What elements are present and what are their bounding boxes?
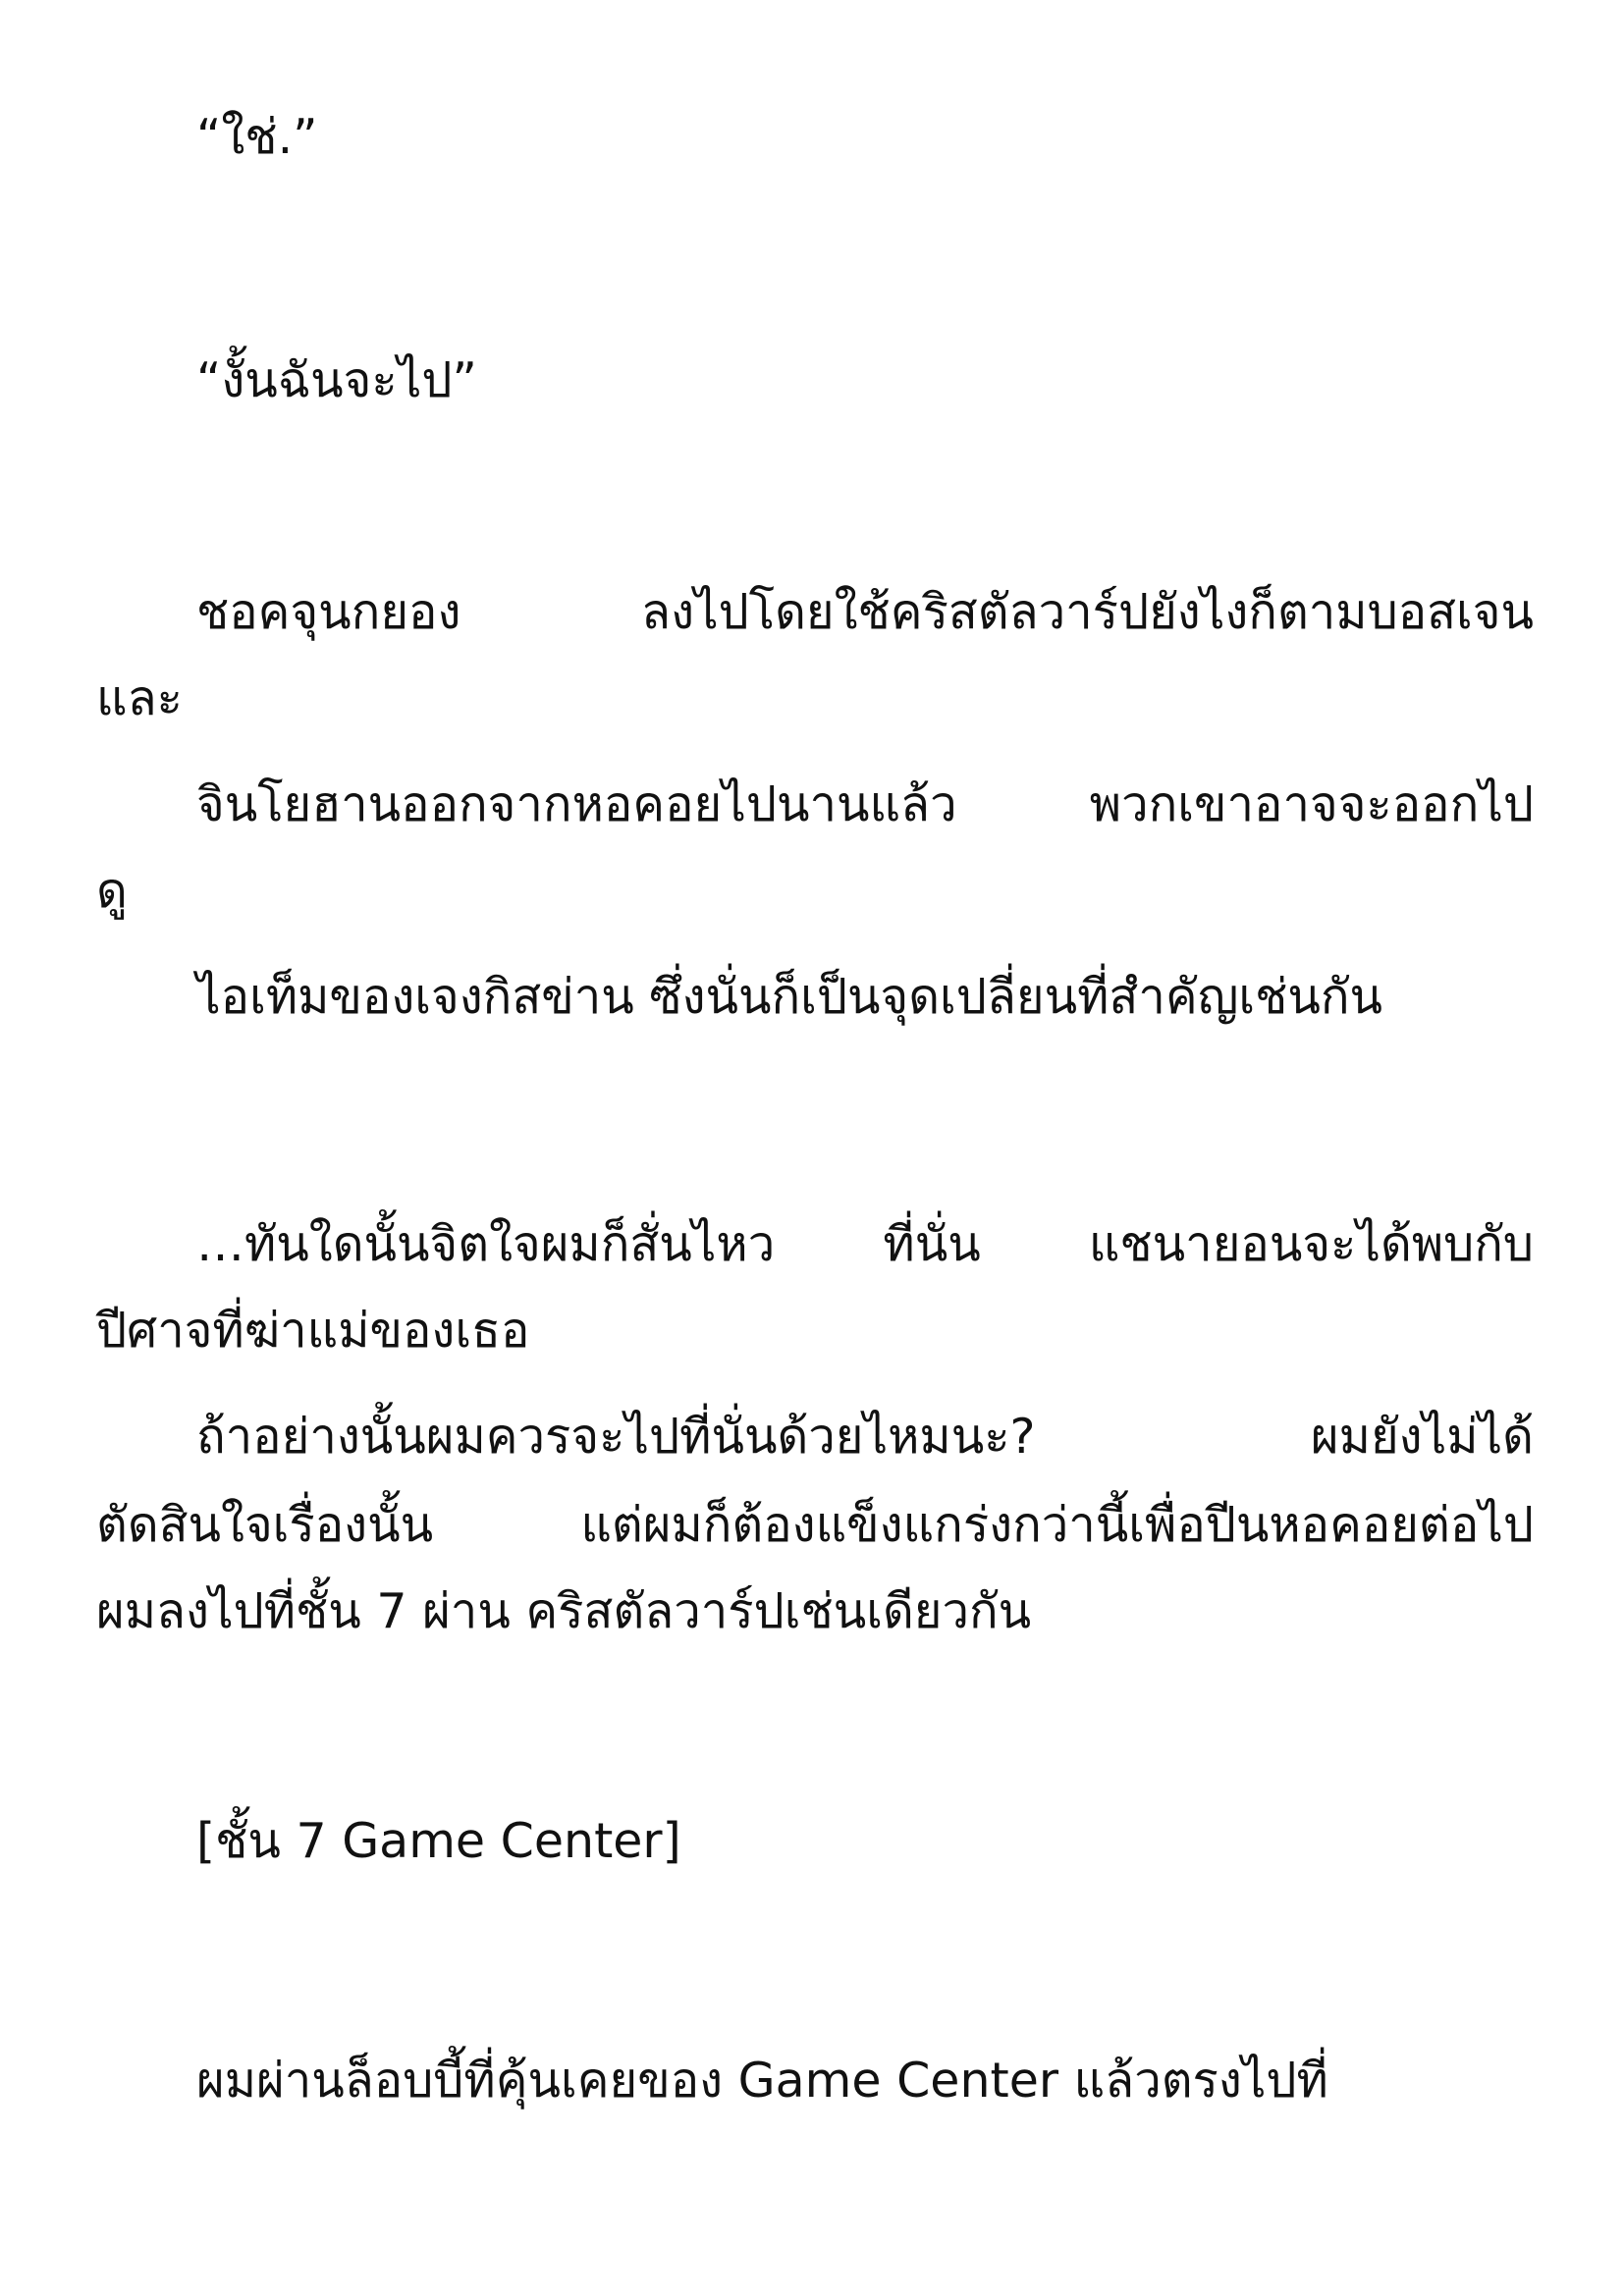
paragraph-line: …ทันใดนั้นจิตใจผมก็สั่นไหว ที่นั่น แชนายอนจะได้พบกับ bbox=[196, 1216, 1534, 1272]
paragraph-line: จินโยฮานออกจากหอคอยไปนานแล้ว พวกเขาอาจจะออกไป bbox=[196, 776, 1534, 832]
dialogue-line: “งั้นฉันจะไป” bbox=[196, 352, 477, 408]
paragraph-line: ผมผ่านล็อบบี้ที่คุ้นเคยของ Game Center แล้วตรงไปที่ bbox=[196, 2053, 1328, 2109]
paragraph-line: ดู bbox=[96, 863, 128, 919]
paragraph-line: ชอคจุนกยอง ลงไปโดยใช้คริสตัลวาร์ปยังไงก็ตามบอสเจน bbox=[196, 584, 1534, 640]
paragraph-line: ปีศาจที่ฆ่าแม่ของเธอ bbox=[96, 1303, 530, 1359]
paragraph-line: และ bbox=[96, 670, 183, 726]
paragraph-line: ผมลงไปที่ชั้น 7 ผ่าน คริสตัลวาร์ปเช่นเดียวกัน bbox=[96, 1583, 1032, 1639]
paragraph-line: ถ้าอย่างนั้นผมควรจะไปที่นั่นด้วยไหมนะ? ผมยังไม่ได้ bbox=[196, 1409, 1534, 1465]
paragraph-line: ไอเท็มของเจงกิสข่าน ซึ่งนั่นก็เป็นจุดเปลี่ยนที่สำคัญเช่นกัน bbox=[196, 969, 1383, 1025]
paragraph-line: ตัดสินใจเรื่องนั้น แต่ผมก็ต้องแข็งแกร่งกว่านี้เพื่อปีนหอคอยต่อไป bbox=[96, 1497, 1534, 1553]
section-heading: [ชั้น 7 Game Center] bbox=[196, 1813, 681, 1869]
dialogue-line: “ใช่.” bbox=[196, 109, 318, 165]
